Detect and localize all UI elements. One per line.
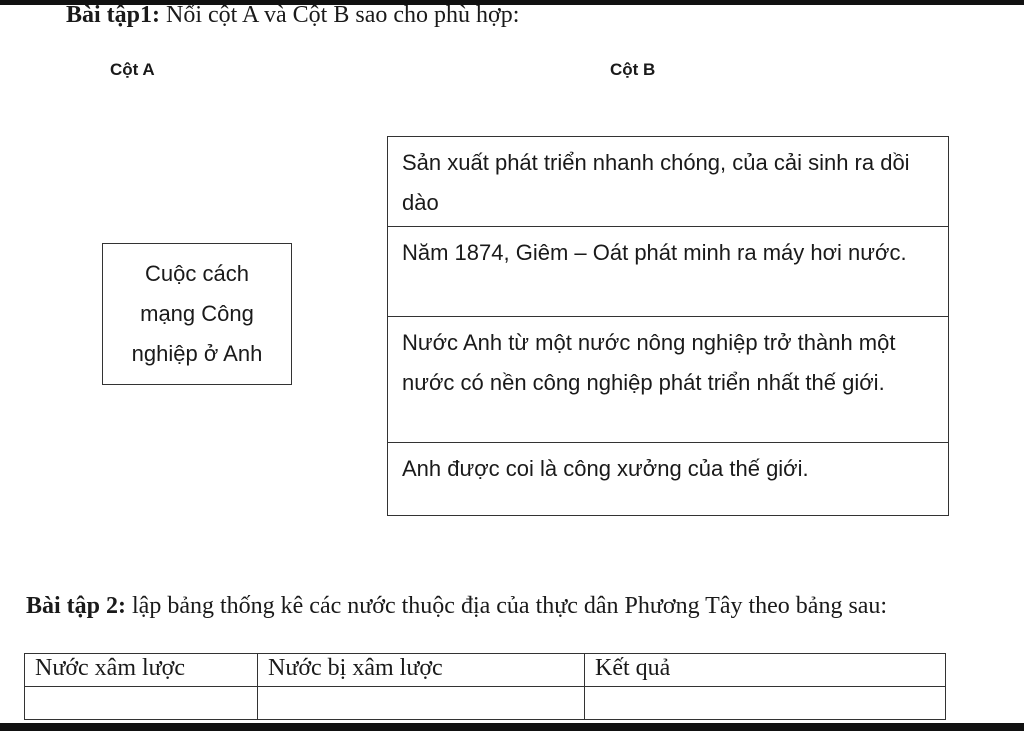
column-b-table (387, 136, 949, 516)
exercise1-heading-bold: Bài tập1: (66, 2, 161, 28)
column-b-item: Anh được coi là công xưởng của thế giới. (402, 456, 809, 481)
exercise2-heading-text: lập bảng thống kê các nước thuộc địa của thực dân Phương Tây theo bảng sau: (126, 593, 888, 619)
table-cell[interactable] (585, 687, 946, 720)
column-b-item: Nước Anh từ một nước nông nghiệp trở thành một nước có nền công nghiệp phát triển nhất thế giới. (388, 317, 948, 443)
exercise1-heading-text: Nối cột A và Cột B sao cho phù hợp: (160, 2, 520, 28)
table-header-cell: Nước bị xâm lược (258, 654, 585, 687)
table-header-cell: Nước xâm lược (25, 654, 258, 687)
exercise2-heading (26, 591, 966, 621)
column-b-item: Sản xuất phát triển nhanh chóng, của cải sinh ra dồi dào (388, 137, 948, 227)
table-row (25, 687, 946, 720)
column-a-box (102, 243, 292, 385)
table-cell[interactable] (25, 687, 258, 720)
exercise1-heading (66, 0, 519, 30)
statistics-table (24, 653, 946, 720)
column-b-item: Năm 1874, Giêm – Oát phát minh ra máy hơi nước. (388, 227, 948, 317)
column-a-item: Cuộc cách mạng Công nghiệp ở Anh (131, 261, 263, 366)
column-a-label: Cột A (110, 60, 155, 79)
bottom-border (0, 723, 1024, 731)
exercise2-heading-bold: Bài tập 2: (26, 593, 127, 619)
table-cell[interactable] (258, 687, 585, 720)
column-b-label: Cột B (610, 60, 656, 79)
table-header-row (25, 654, 946, 687)
table-header-cell: Kết quả (585, 654, 946, 687)
